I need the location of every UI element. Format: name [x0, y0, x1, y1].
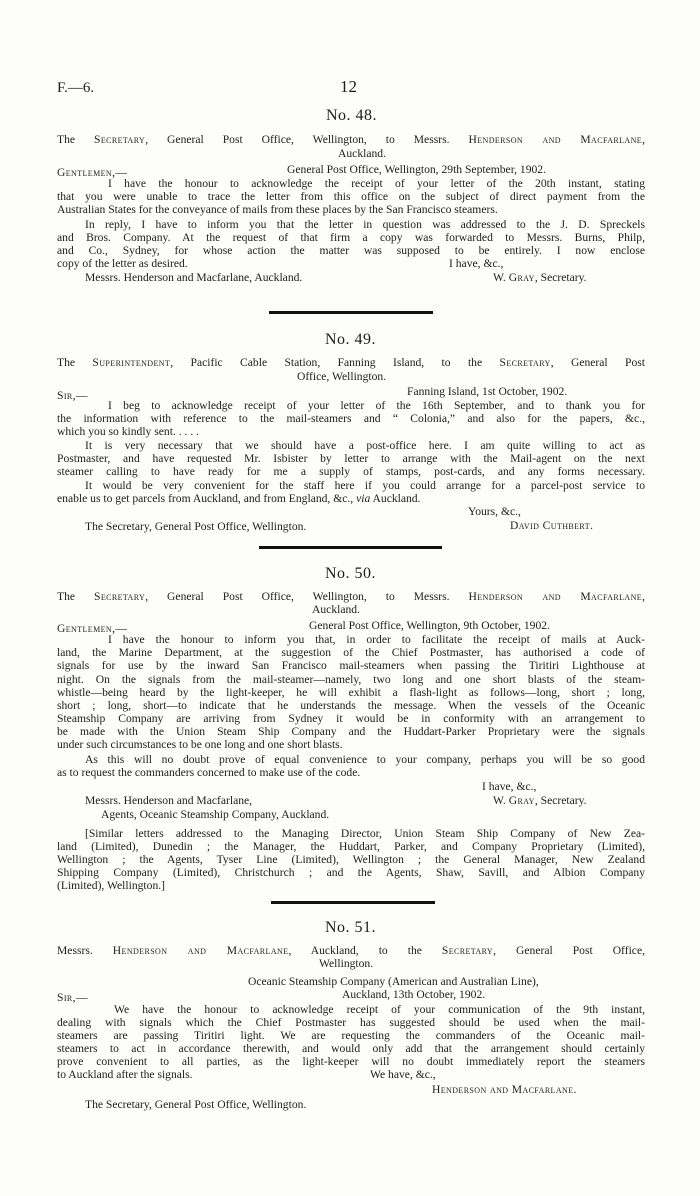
body-line: It is very necessary that we should have a post-office here. I am quite willing to act as — [85, 439, 645, 452]
letter-heading: The Secretary, General Post Office, Wellington, to Messrs. Henderson and Macfarlane, — [57, 133, 645, 146]
salutation: Gentlemen,— — [57, 622, 128, 635]
salutation: Sir,— — [57, 991, 88, 1004]
letter-number: No. 49. — [325, 331, 377, 348]
salutation: Gentlemen,— — [57, 166, 128, 179]
body-line: short ; long, short—to indicate that he understands the message. When the vessels of the Oceanic — [57, 699, 645, 712]
note-line: land (Limited), Dunedin ; the Manager, the Huddart, Parker, and Company Proprietary (Limited), — [57, 840, 645, 853]
signature: W. Gray, Secretary. — [493, 794, 587, 807]
body-line: be made with the Union Steam Ship Company and the Huddart-Parker Proprietary were the signals — [57, 725, 645, 738]
note-line: (Limited), Wellington.] — [57, 879, 166, 892]
body-line: whistle—being heard by the light-keeper, he will exhibit a flash-light as follows—long, short ; long, — [57, 686, 645, 699]
page-number: 12 — [340, 77, 357, 96]
place-date: Fanning Island, 1st October, 1902. — [407, 385, 568, 398]
signature: W. Gray, Secretary. — [493, 271, 587, 284]
salutation: Sir,— — [57, 389, 88, 402]
signature: David Cuthbert. — [510, 519, 594, 532]
body-line: which you so kindly sent. . . . . — [57, 425, 200, 438]
closing: Yours, &c., — [468, 505, 521, 518]
letter-number: No. 51. — [325, 919, 377, 936]
letter-heading-line-2: Wellington. — [319, 957, 374, 970]
body-line: I have the honour to acknowledge the receipt of your letter of the 20th instant, stating — [108, 177, 645, 190]
body-line: under such circumstances to be one long and one short blasts. — [57, 738, 343, 751]
body-line: I have the honour to inform you that, in order to facilitate the receipt of mails at Auck- — [108, 633, 645, 646]
place-date: General Post Office, Wellington, 9th October, 1902. — [309, 619, 550, 632]
body-line: It would be very convenient for the staff here if you could arrange for a parcel-post service to — [85, 479, 645, 492]
body-line: steamer calling to have ready for me a supply of stamps, post-cards, and any forms necessary. — [57, 465, 645, 478]
section-divider — [259, 546, 442, 549]
letter-heading-line-2: Auckland. — [338, 147, 386, 160]
letter-heading: Messrs. Henderson and Macfarlane, Auckland, to the Secretary, General Post Office, — [57, 944, 645, 957]
body-line: steamers to act in accordance therewith, and would only add that the arrangement should certainly — [57, 1042, 645, 1055]
body-line: night. On the signals from the mail-steamer—namely, two long and one short blasts of the steam- — [57, 673, 645, 686]
body-line: Steamship Company are arriving from Sydney it would be in conformity with an arrangement to — [57, 712, 645, 725]
section-divider — [269, 311, 433, 314]
body-line: prove convenient to all parties, as the light-keeper will no doubt immediately report the steamers — [57, 1055, 645, 1068]
place-date-line-2: Auckland, 13th October, 1902. — [342, 988, 486, 1001]
body-line: dealing with signals which the Chief Postmaster has suggested should be used when the mail- — [57, 1016, 645, 1029]
letter-heading: The Secretary, General Post Office, Wellington, to Messrs. Henderson and Macfarlane, — [57, 590, 645, 603]
body-line: Australian States for the conveyance of mails from these places by the San Francisco steamers. — [57, 203, 498, 216]
body-line: We have the honour to acknowledge receipt of your communication of the 9th instant, — [114, 1003, 645, 1016]
addressee: Messrs. Henderson and Macfarlane, — [85, 794, 253, 807]
note-line: Shipping Company (Limited), Christchurch ; and the Agents, Shaw, Savill, and Albion Company — [57, 866, 645, 879]
note-line: Wellington ; the Agents, Tyser Line (Limited), Wellington ; the General Manager, New Zealand — [57, 853, 645, 866]
body-line: to Auckland after the signals. — [57, 1068, 193, 1081]
body-line: As this will no doubt prove of equal convenience to your company, perhaps you will be so good — [85, 753, 645, 766]
body-line: the information with reference to the mail-steamers and “ Colonia,” and also for the papers, &c., — [57, 412, 645, 425]
body-line: enable us to get parcels from Auckland, and from England, &c., via Auckland. — [57, 492, 421, 505]
addressee: The Secretary, General Post Office, Wellington. — [85, 520, 307, 533]
signature: Henderson and Macfarlane. — [432, 1083, 577, 1096]
note-line: [Similar letters addressed to the Managing Director, Union Steam Ship Company of New Zea- — [85, 827, 645, 840]
closing: I have, &c., — [449, 257, 504, 270]
place-date: General Post Office, Wellington, 29th September, 1902. — [287, 163, 546, 176]
closing: We have, &c., — [370, 1068, 436, 1081]
body-line: and Co., Sydney, for whose action the matter was supposed to be entirely. I now enclose — [57, 244, 645, 257]
body-line: copy of the letter as desired. — [57, 257, 188, 270]
body-line: signals for use by the inward San Francisco mail-steamers when passing the Tiritiri Lighthouse at — [57, 659, 645, 672]
body-line: I beg to acknowledge receipt of your letter of the 16th September, and to thank you for — [108, 399, 645, 412]
closing: I have, &c., — [482, 780, 537, 793]
letter-number: No. 48. — [326, 107, 378, 124]
body-line: and Bros. Company. At the request of that firm a copy was forwarded to Messrs. Burns, Philp, — [57, 231, 645, 244]
body-line: as to request the commanders concerned to make use of the code. — [57, 766, 361, 779]
place-date: Oceanic Steamship Company (American and Australian Line), — [248, 975, 539, 988]
section-divider — [271, 901, 435, 904]
addressee: Messrs. Henderson and Macfarlane, Auckland. — [85, 271, 303, 284]
body-line: that you were unable to trace the letter from this office on the subject of direct payment from the — [57, 190, 645, 203]
addressee: The Secretary, General Post Office, Wellington. — [85, 1098, 307, 1111]
body-line: Postmaster, and have requested Mr. Isbister by letter to arrange with the Mail-agent on the next — [57, 452, 645, 465]
body-line: In reply, I have to inform you that the letter in question was addressed to the J. D. Spreckels — [85, 218, 645, 231]
letter-heading: The Superintendent, Pacific Cable Station, Fanning Island, to the Secretary, General Post — [57, 356, 645, 369]
addressee-line-2: Agents, Oceanic Steamship Company, Auckland. — [101, 808, 330, 821]
letter-heading-line-2: Auckland. — [312, 603, 360, 616]
body-line: land, the Marine Department, at the suggestion of the Chief Postmaster, has authorised a code of — [57, 646, 645, 659]
letter-number: No. 50. — [325, 565, 377, 582]
document-reference: F.—6. — [57, 80, 95, 96]
letter-heading-line-2: Office, Wellington. — [297, 370, 387, 383]
body-line: steamers are passing Tiritiri light. We are requesting the commanders of the Oceanic mail- — [57, 1029, 645, 1042]
